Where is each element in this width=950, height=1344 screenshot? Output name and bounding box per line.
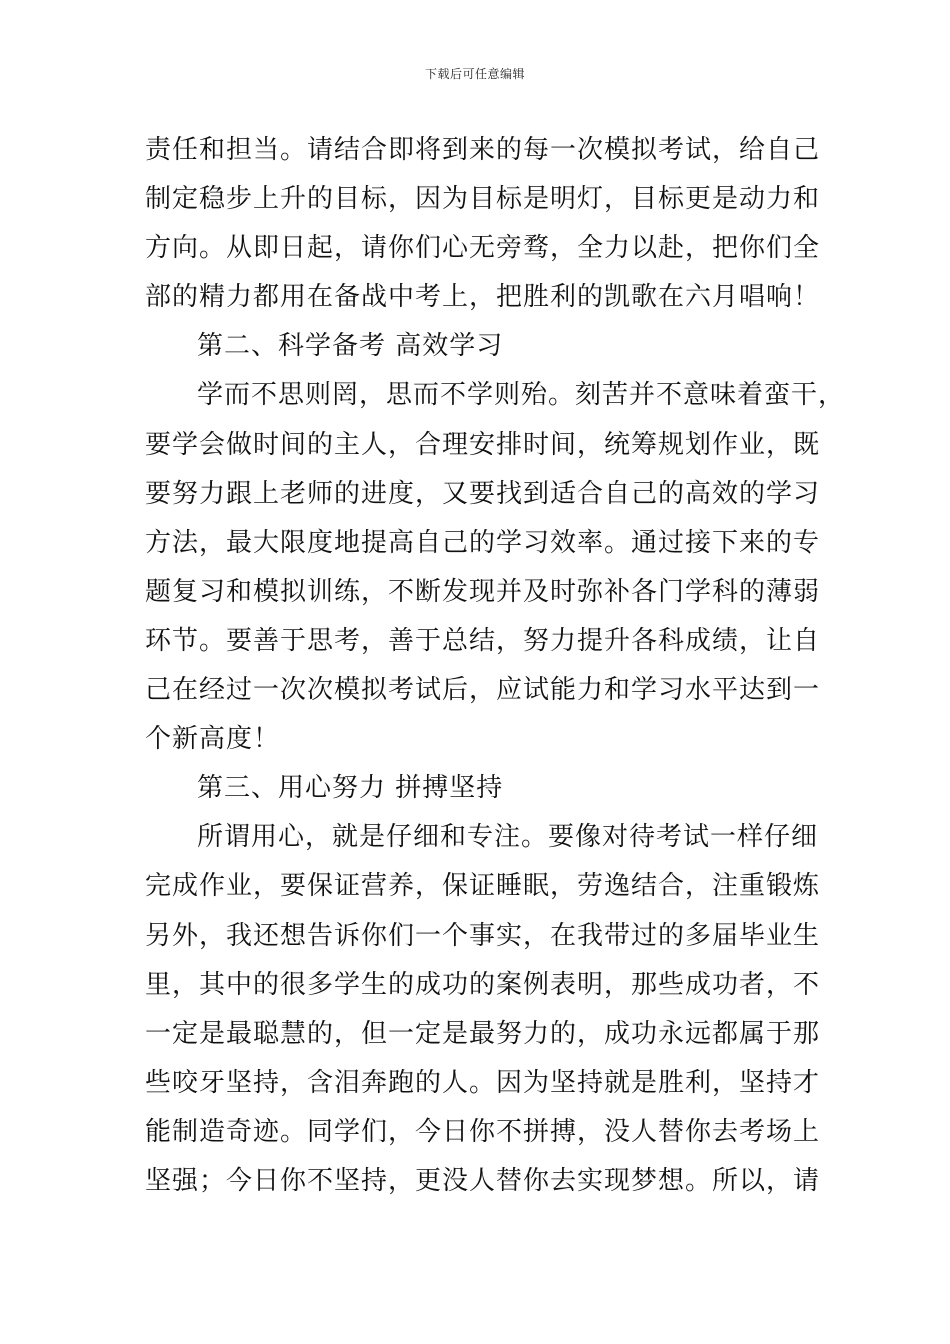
text-line-1: 责任和担当。请结合即将到来的每一次模拟考试，给自己 [145, 135, 821, 165]
text-line-10: 题复习和模拟训练，不断发现并及时弥补各门学科的薄弱 [145, 576, 821, 607]
text-line-11: 环节。要善于思考，善于总结，努力提升各科成绩，让自 [145, 625, 821, 656]
text-line-18: 里，其中的很多学生的成功的案例表明，那些成功者，不 [145, 969, 821, 1000]
text-line-8: 要努力跟上老师的进度，又要找到适合自己的高效的学习 [145, 478, 821, 509]
text-line-6: 学而不思则罔，思而不学则殆。刻苦并不意味着蛮干， [197, 380, 846, 411]
page-header-note: 下载后可任意编辑 [424, 67, 525, 81]
document-body [145, 126, 846, 1206]
text-line-9: 方法，最大限度地提高自己的学习效率。通过接下来的专 [145, 527, 821, 558]
text-line-4: 部的精力都用在备战中考上，把胜利的凯歌在六月唱响！ [145, 282, 821, 313]
text-line-22: 坚强；今日你不坚持，更没人替你去实现梦想。所以，请 [145, 1165, 821, 1196]
text-line-21: 能制造奇迹。同学们，今日你不拼搏，没人替你去考场上 [145, 1116, 821, 1147]
text-line-17: 另外，我还想告诉你们一个事实，在我带过的多届毕业生 [145, 920, 821, 951]
text-line-20: 些咬牙坚持，含泪奔跑的人。因为坚持就是胜利，坚持才 [145, 1067, 821, 1098]
text-line-7: 要学会做时间的主人，合理安排时间，统筹规划作业，既 [145, 429, 821, 460]
text-line-15: 所谓用心，就是仔细和专注。要像对待考试一样仔细 [197, 822, 819, 853]
text-line-2: 制定稳步上升的目标，因为目标是明灯，目标更是动力和 [145, 184, 821, 215]
text-line-3: 方向。从即日起，请你们心无旁骛，全力以赴，把你们全 [145, 233, 821, 264]
text-line-13: 个新高度！ [145, 724, 281, 755]
section-heading-3: 第三、用心努力 拼搏坚持 [197, 773, 504, 804]
text-line-19: 一定是最聪慧的，但一定是最努力的，成功永远都属于那 [145, 1018, 821, 1049]
section-heading-2: 第二、科学备考 高效学习 [197, 331, 504, 362]
text-line-16: 完成作业，要保证营养，保证睡眠，劳逸结合，注重锻炼 [145, 871, 821, 902]
text-line-12: 己在经过一次次模拟考试后，应试能力和学习水平达到一 [145, 675, 821, 706]
